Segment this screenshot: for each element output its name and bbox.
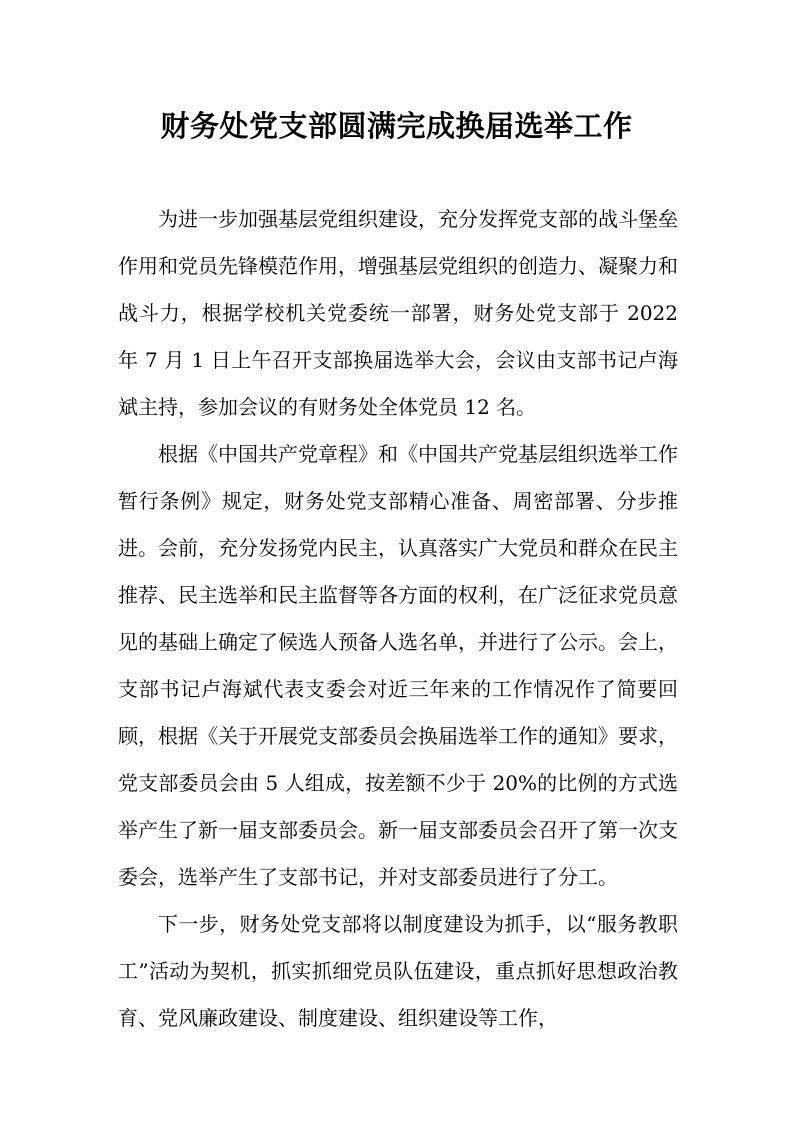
document-title: 财务处党支部圆满完成换届选举工作 [160, 109, 633, 143]
paragraph-1: 为进一步加强基层党组织建设，充分发挥党支部的战斗堡垒作用和党员先锋模范作用，增强基层党组织的创造力、凝聚力和战斗力，根据学校机关党委统一部署，财务处党支部于 2022 年 7 月 1 日上午召开支部换届选举大会，会议由支部书记卢海斌主持，参加会议的有财务处全体党员 12 名。 [118, 207, 678, 419]
paragraph-2: 根据《中国共产党章程》和《中国共产党基层组织选举工作暂行条例》规定，财务处党支部精心准备、周密部署、分步推进。会前，充分发扬党内民主，认真落实广大党员和群众在民主推荐、民主选举和民主监督等各方面的权利，在广泛征求党员意见的基础上确定了候选人预备人选名单，并进行了公示。会上，支部书记卢海斌代表支委会对近三年来的工作情况作了简要回顾，根据《关于开展党支部委员会换届选举工作的通知》要求，党支部委员会由 5 人组成，按差额不少于 20%的比例的方式选举产生了新一届支部委员会。新一届支部委员会召开了第一次支委会，选举产生了支部书记，并对支部委员进行了分工。 [118, 442, 678, 889]
document-body [118, 196, 678, 1042]
paragraph-3: 下一步，财务处党支部将以制度建设为抓手，以“服务教职工”活动为契机，抓实抓细党员队伍建设，重点抓好思想政治教育、党风廉政建设、制度建设、组织建设等工作， [118, 912, 678, 1030]
